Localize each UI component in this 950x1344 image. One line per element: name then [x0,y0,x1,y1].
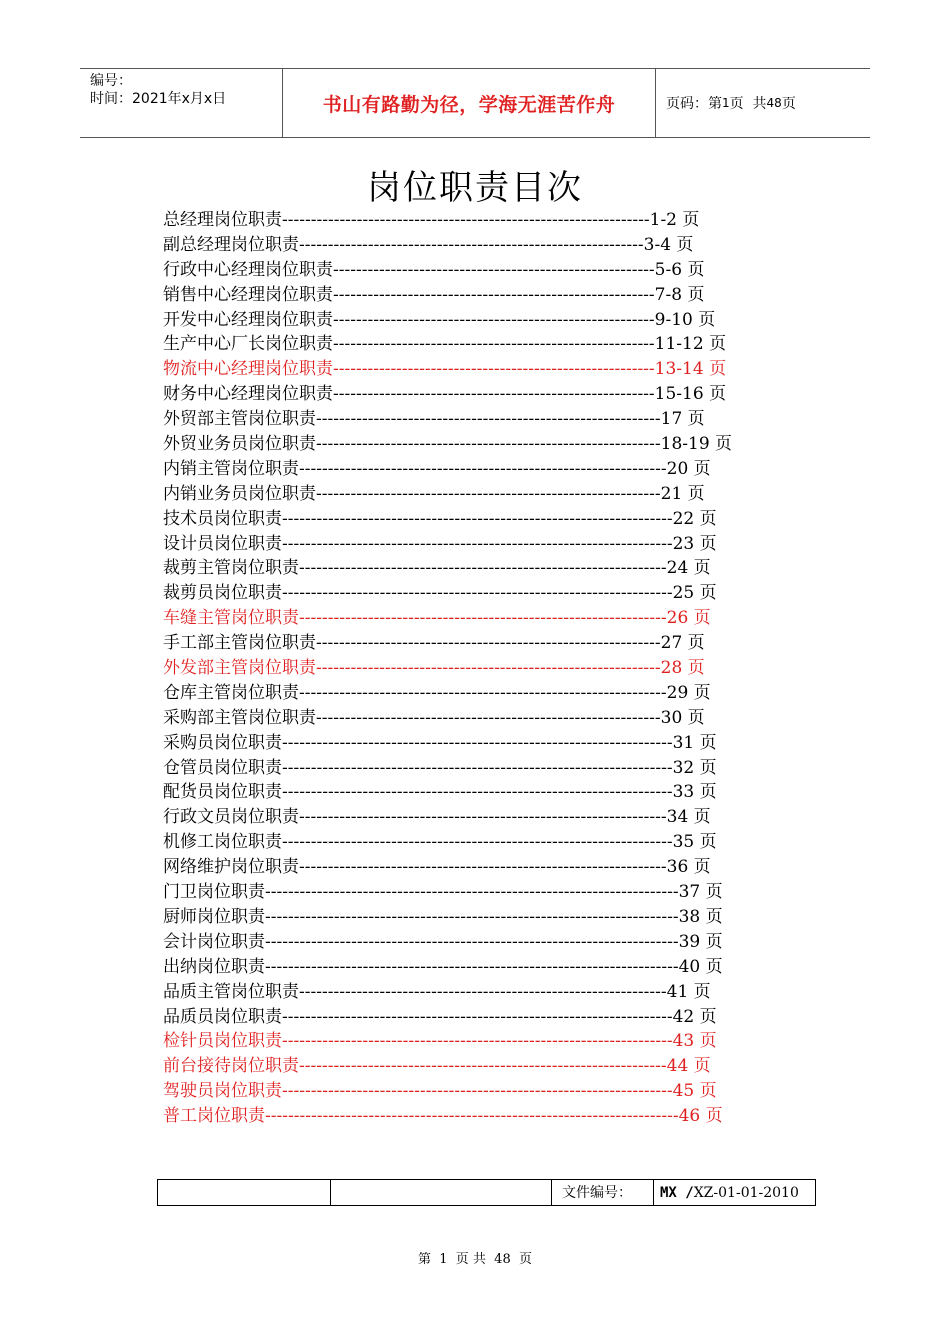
toc-entry: 外贸业务员岗位职责------------------------------------------------------------18-19 页 [163,434,733,455]
toc-list [163,208,803,1129]
file-no-value: XZ-01-01-2010 [693,1185,799,1201]
toc-entry: 行政中心经理岗位职责--------------------------------------------------------5-6 页 [163,259,705,280]
toc-entry: 出纳岗位职责------------------------------------------------------------------------40 页 [163,956,723,977]
page-suffix: 页 [781,96,796,112]
toc-entry: 裁剪员岗位职责--------------------------------------------------------------------25 页 [163,583,717,604]
toc-entry: 厨师岗位职责------------------------------------------------------------------------38 页 [163,906,723,927]
file-no-value-cell [654,1180,815,1205]
toc-entry: 开发中心经理岗位职责--------------------------------------------------------9-10 页 [163,309,716,330]
toc-entry: 物流中心经理岗位职责--------------------------------------------------------13-14 页 [163,359,727,380]
toc-entry: 外发部主管岗位职责------------------------------------------------------------28 页 [163,658,705,679]
toc-entry: 手工部主管岗位职责------------------------------------------------------------27 页 [163,633,705,654]
page-mid: 页 共 [729,96,767,112]
file-no-label: 文件编号： [552,1180,654,1205]
toc-entry: 设计员岗位职责--------------------------------------------------------------------23 页 [163,533,717,554]
page-current: 1 [722,96,730,110]
toc-entry: 仓管员岗位职责--------------------------------------------------------------------32 页 [163,757,717,778]
page-total: 48 [766,96,782,110]
toc-entry: 总经理岗位职责----------------------------------------------------------------1-2 页 [163,210,700,230]
toc-entry: 外贸部主管岗位职责------------------------------------------------------------17 页 [163,409,705,430]
toc-entry: 车缝主管岗位职责----------------------------------------------------------------26 页 [163,608,711,629]
toc-entry: 仓库主管岗位职责----------------------------------------------------------------29 页 [163,682,711,703]
page-prefix: 页码：第 [666,96,722,112]
toc-entry: 驾驶员岗位职责--------------------------------------------------------------------45 页 [163,1081,717,1102]
toc-entry: 内销业务员岗位职责------------------------------------------------------------21 页 [163,483,705,504]
file-no-prefix: MX / [660,1185,694,1201]
page-title: 岗位职责目次 [367,168,583,208]
toc-entry: 前台接待岗位职责----------------------------------------------------------------44 页 [163,1056,711,1077]
page-number: 第 1 页 共 48 页 [417,1252,532,1267]
code-label: 编号： [90,73,132,89]
toc-entry: 行政文员岗位职责----------------------------------------------------------------34 页 [163,807,711,828]
toc-entry: 销售中心经理岗位职责--------------------------------------------------------7-8 页 [163,284,705,305]
header-page-info [656,69,870,137]
page-header [80,68,870,138]
toc-entry: 副总经理岗位职责------------------------------------------------------------3-4 页 [163,234,694,255]
toc-entry: 裁剪主管岗位职责----------------------------------------------------------------24 页 [163,558,711,579]
footer-cell-empty-1 [158,1180,331,1205]
toc-entry: 网络维护岗位职责----------------------------------------------------------------36 页 [163,857,711,878]
toc-entry: 财务中心经理岗位职责--------------------------------------------------------15-16 页 [163,384,727,405]
toc-entry: 生产中心厂长岗位职责--------------------------------------------------------11-12 页 [163,334,727,355]
toc-entry: 会计岗位职责------------------------------------------------------------------------39 页 [163,931,723,952]
toc-entry: 技术员岗位职责--------------------------------------------------------------------22 页 [163,508,717,529]
toc-entry: 普工岗位职责------------------------------------------------------------------------46 页 [163,1106,723,1127]
toc-entry: 配货员岗位职责--------------------------------------------------------------------33 页 [163,782,717,803]
motto: 书山有路勤为径，学海无涯苦作舟 [283,69,656,137]
time-label: 时间：2021年x月x日 [90,91,227,107]
toc-entry: 品质员岗位职责--------------------------------------------------------------------42 页 [163,1006,717,1027]
toc-entry: 内销主管岗位职责----------------------------------------------------------------20 页 [163,458,711,479]
footer-cell-empty-2 [331,1180,552,1205]
footer-table [157,1179,816,1206]
toc-entry: 采购部主管岗位职责------------------------------------------------------------30 页 [163,707,705,728]
toc-entry: 品质主管岗位职责----------------------------------------------------------------41 页 [163,981,711,1002]
toc-entry: 门卫岗位职责------------------------------------------------------------------------37 页 [163,882,723,903]
toc-entry: 机修工岗位职责--------------------------------------------------------------------35 页 [163,832,717,853]
toc-entry: 采购员岗位职责--------------------------------------------------------------------31 页 [163,732,717,753]
toc-entry: 检针员岗位职责--------------------------------------------------------------------43 页 [163,1031,717,1052]
header-meta [80,69,283,137]
